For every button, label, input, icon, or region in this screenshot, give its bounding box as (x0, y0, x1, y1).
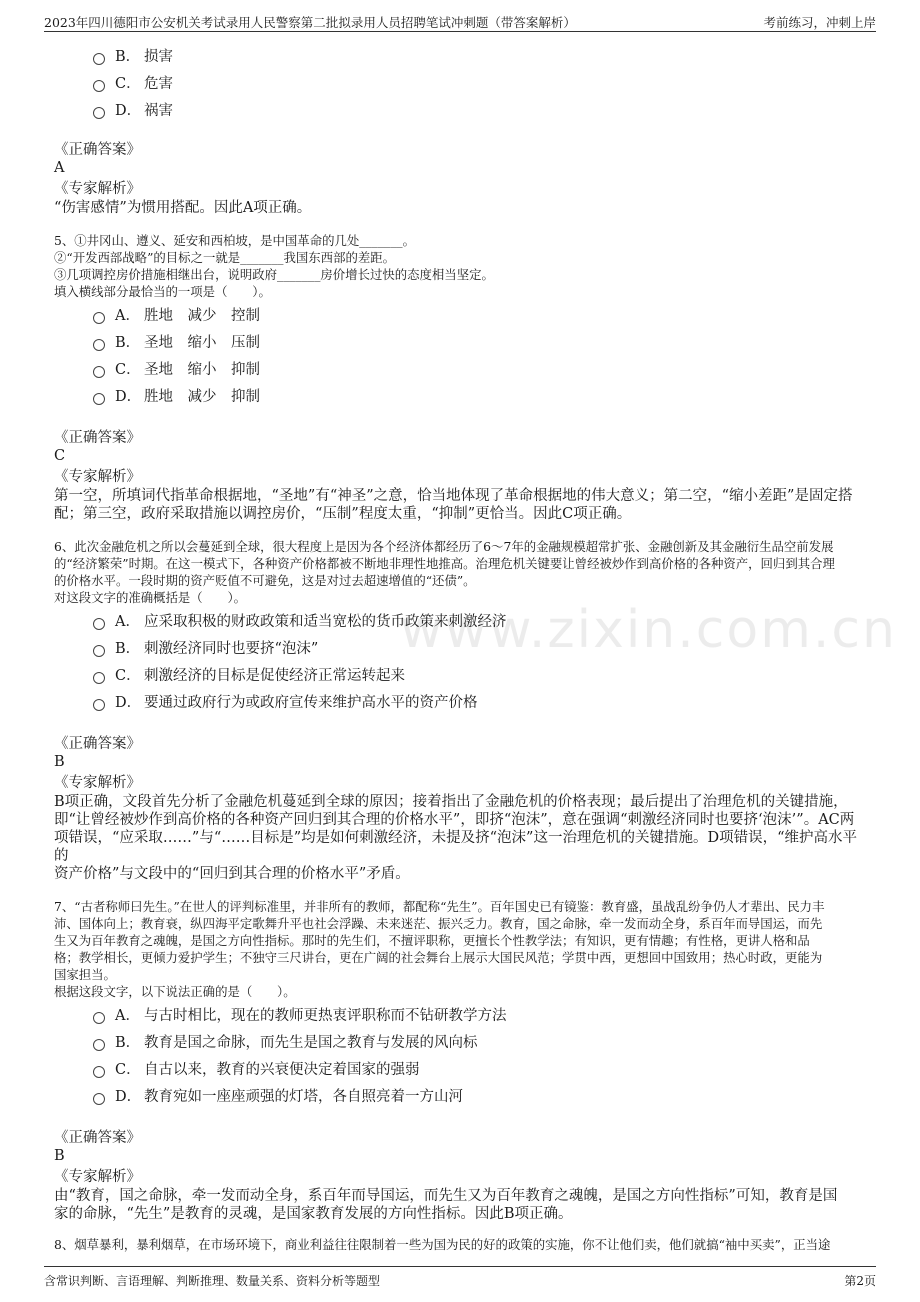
q4-answer: A (54, 160, 65, 176)
watermark: www.zixin.com.cn (400, 600, 897, 660)
q4-options (93, 42, 870, 123)
q6-option-d[interactable]: D． 要通过政府行为或政府宣传来维护高水平的资产价格 (93, 688, 870, 715)
radio-icon[interactable] (93, 699, 105, 711)
q7-analysis: 由“教育，国之命脉，牵一发而动全身，系百年而导国运，而先生又为百年教育之魂魄，是国之方向性指标”可知，教育是国 家的命脉，“先生”是教育的灵魂，是国家教育发展的方向性指标。因此B项正确。 (54, 1188, 838, 1222)
radio-icon[interactable] (93, 312, 105, 324)
q5-stem: 5、①井冈山、遵义、延安和西柏坡，是中国革命的几处_______。 ②“开发西部战略”的目标之一就是_______我国东西部的差距。 ③几项调控房价措施相继出台，说明政府_______房价增长过快的态度相当坚定。 填入横线部分最恰当的一项是（ ）。 (54, 233, 494, 299)
header-title: 2023年四川德阳市公安机关考试录用人民警察第二批拟录用人员招聘笔试冲刺题（带答案解析） (44, 15, 576, 30)
q7-option-a[interactable]: A． 与古时相比，现在的教师更热衷评职称而不钻研教学方法 (93, 1001, 870, 1028)
q7-analysis-label: 《专家解析》 (54, 1169, 141, 1185)
radio-icon[interactable] (93, 339, 105, 351)
q7-option-b[interactable]: B． 教育是国之命脉，而先生是国之教育与发展的风向标 (93, 1028, 870, 1055)
page-content (54, 42, 870, 1253)
q5-options (93, 301, 870, 409)
radio-icon[interactable] (93, 107, 105, 119)
q5-option-d[interactable]: D． 胜地 减少 抑制 (93, 382, 870, 409)
q5-option-c[interactable]: C． 圣地 缩小 抑制 (93, 355, 870, 382)
radio-icon[interactable] (93, 1066, 105, 1078)
q5-analysis-label: 《专家解析》 (54, 469, 141, 485)
radio-icon[interactable] (93, 645, 105, 657)
radio-icon[interactable] (93, 1012, 105, 1024)
q6-analysis: B项正确，文段首先分析了金融危机蔓延到全球的原因；接着指出了金融危机的价格表现；最后提出了治理危机的关键措施， 即“让曾经被炒作到高价格的各种资产回归到其合理的价格水平”，即挤“泡沫”，意在强调“刺激经济同时也要挤‘泡沫’”。AC两 项错误，“应采取……”与“……目标是”均是如何刺激经济，未提及挤“泡沫”这一治理危机的关键措施。D项错误，“维护高水平的 资产价格”与文段中的“回归到其合理的价格水平”矛盾。 (54, 794, 858, 882)
radio-icon[interactable] (93, 366, 105, 378)
radio-icon[interactable] (93, 53, 105, 65)
header-slogan: 考前练习，冲刺上岸 (763, 15, 876, 30)
q4-answer-label: 《正确答案》 (54, 142, 141, 158)
q6-answer-label: 《正确答案》 (54, 736, 141, 752)
q7-option-c[interactable]: C． 自古以来，教育的兴衰便决定着国家的强弱 (93, 1055, 870, 1082)
page-header (44, 10, 876, 32)
q6-option-a[interactable]: A． 应采取积极的财政政策和适当宽松的货币政策来刺激经济 (93, 607, 870, 634)
q7-options (93, 1001, 870, 1109)
q6-analysis-label: 《专家解析》 (54, 775, 141, 791)
q4-option-b[interactable]: B． 损害 (93, 42, 870, 69)
q5-analysis: 第一空，所填词代指革命根据地，“圣地”有“神圣”之意，恰当地体现了革命根据地的伟大意义；第二空，“缩小差距”是固定搭 配；第三空，政府采取措施以调控房价，“压制”程度太重，“抑制”更恰当。因此C项正确。 (54, 488, 853, 522)
q5-option-a[interactable]: A． 胜地 减少 控制 (93, 301, 870, 328)
footer-topics: 含常识判断、言语理解、判断推理、数量关系、资料分析等题型 (44, 1274, 381, 1288)
q6-stem: 6、此次金融危机之所以会蔓延到全球，很大程度上是因为各个经济体都经历了6～7年的金融规模超常扩张、金融创新及其金融衍生品空前发展 的“经济繁荣”时期。在这一模式下，各种资产价格都被不断地非理性地推高。治理危机关键要让曾经被炒作到高价格的各种资产，回归到其合理 的价格水平。一段时期的资产贬值不可避免，这是对过去超速增值的“还债”。 对这段文字的准确概括是（ ）。 (54, 539, 835, 605)
q4-analysis-label: 《专家解析》 (54, 181, 141, 197)
q4-analysis: “伤害感情”为惯用搭配。因此A项正确。 (54, 200, 312, 216)
q5-option-b[interactable]: B． 圣地 缩小 压制 (93, 328, 870, 355)
radio-icon[interactable] (93, 1039, 105, 1051)
q7-answer: B (54, 1148, 65, 1164)
radio-icon[interactable] (93, 393, 105, 405)
q4-option-d[interactable]: D． 祸害 (93, 96, 870, 123)
q6-options (93, 607, 870, 715)
radio-icon[interactable] (93, 80, 105, 92)
q7-stem: 7、“古者称师曰先生。”在世人的评判标准里，并非所有的教师，都配称“先生”。百年国史已有镜鉴：教育盛，虽战乱纷争仍人才辈出、民力丰 沛、国体向上；教育衰，纵四海平定歌舞升平也社会浮躁、未来迷茫、振兴乏力。教育，国之命脉，牵一发而动全身，系百年而导国运，而先 生又为百年教育之魂魄，是国之方向性指标。那时的先生们，不擅评职称，更擅长个性教学法；有知识，更有情趣；有性格，更讲人格和品 格；教学相长，更倾力爱护学生；不独守三尺讲台，更在广阔的社会舞台上展示大国民风范；学贯中西，更想回中国致用；热心时政，更能为 国家担当。 根据这段文字，以下说法正确的是（ ）。 (54, 899, 825, 999)
q4-option-c[interactable]: C． 危害 (93, 69, 870, 96)
q6-option-b[interactable]: B． 刺激经济同时也要挤“泡沫” (93, 634, 870, 661)
page-footer (44, 1266, 876, 1294)
q7-option-d[interactable]: D． 教育宛如一座座顽强的灯塔，各自照亮着一方山河 (93, 1082, 870, 1109)
q8-stem: 8、烟草暴利，暴利烟草，在市场环境下，商业利益往往限制着一些为国为民的好的政策的实施，你不让他们卖，他们就搞“袖中买卖”，正当途 (54, 1237, 831, 1252)
radio-icon[interactable] (93, 672, 105, 684)
q7-answer-label: 《正确答案》 (54, 1130, 141, 1146)
q6-option-c[interactable]: C． 刺激经济的目标是促使经济正常运转起来 (93, 661, 870, 688)
q6-answer: B (54, 754, 65, 770)
q5-answer-label: 《正确答案》 (54, 430, 141, 446)
q5-answer: C (54, 448, 66, 464)
page-number: 第2页 (844, 1274, 876, 1288)
radio-icon[interactable] (93, 1093, 105, 1105)
radio-icon[interactable] (93, 618, 105, 630)
